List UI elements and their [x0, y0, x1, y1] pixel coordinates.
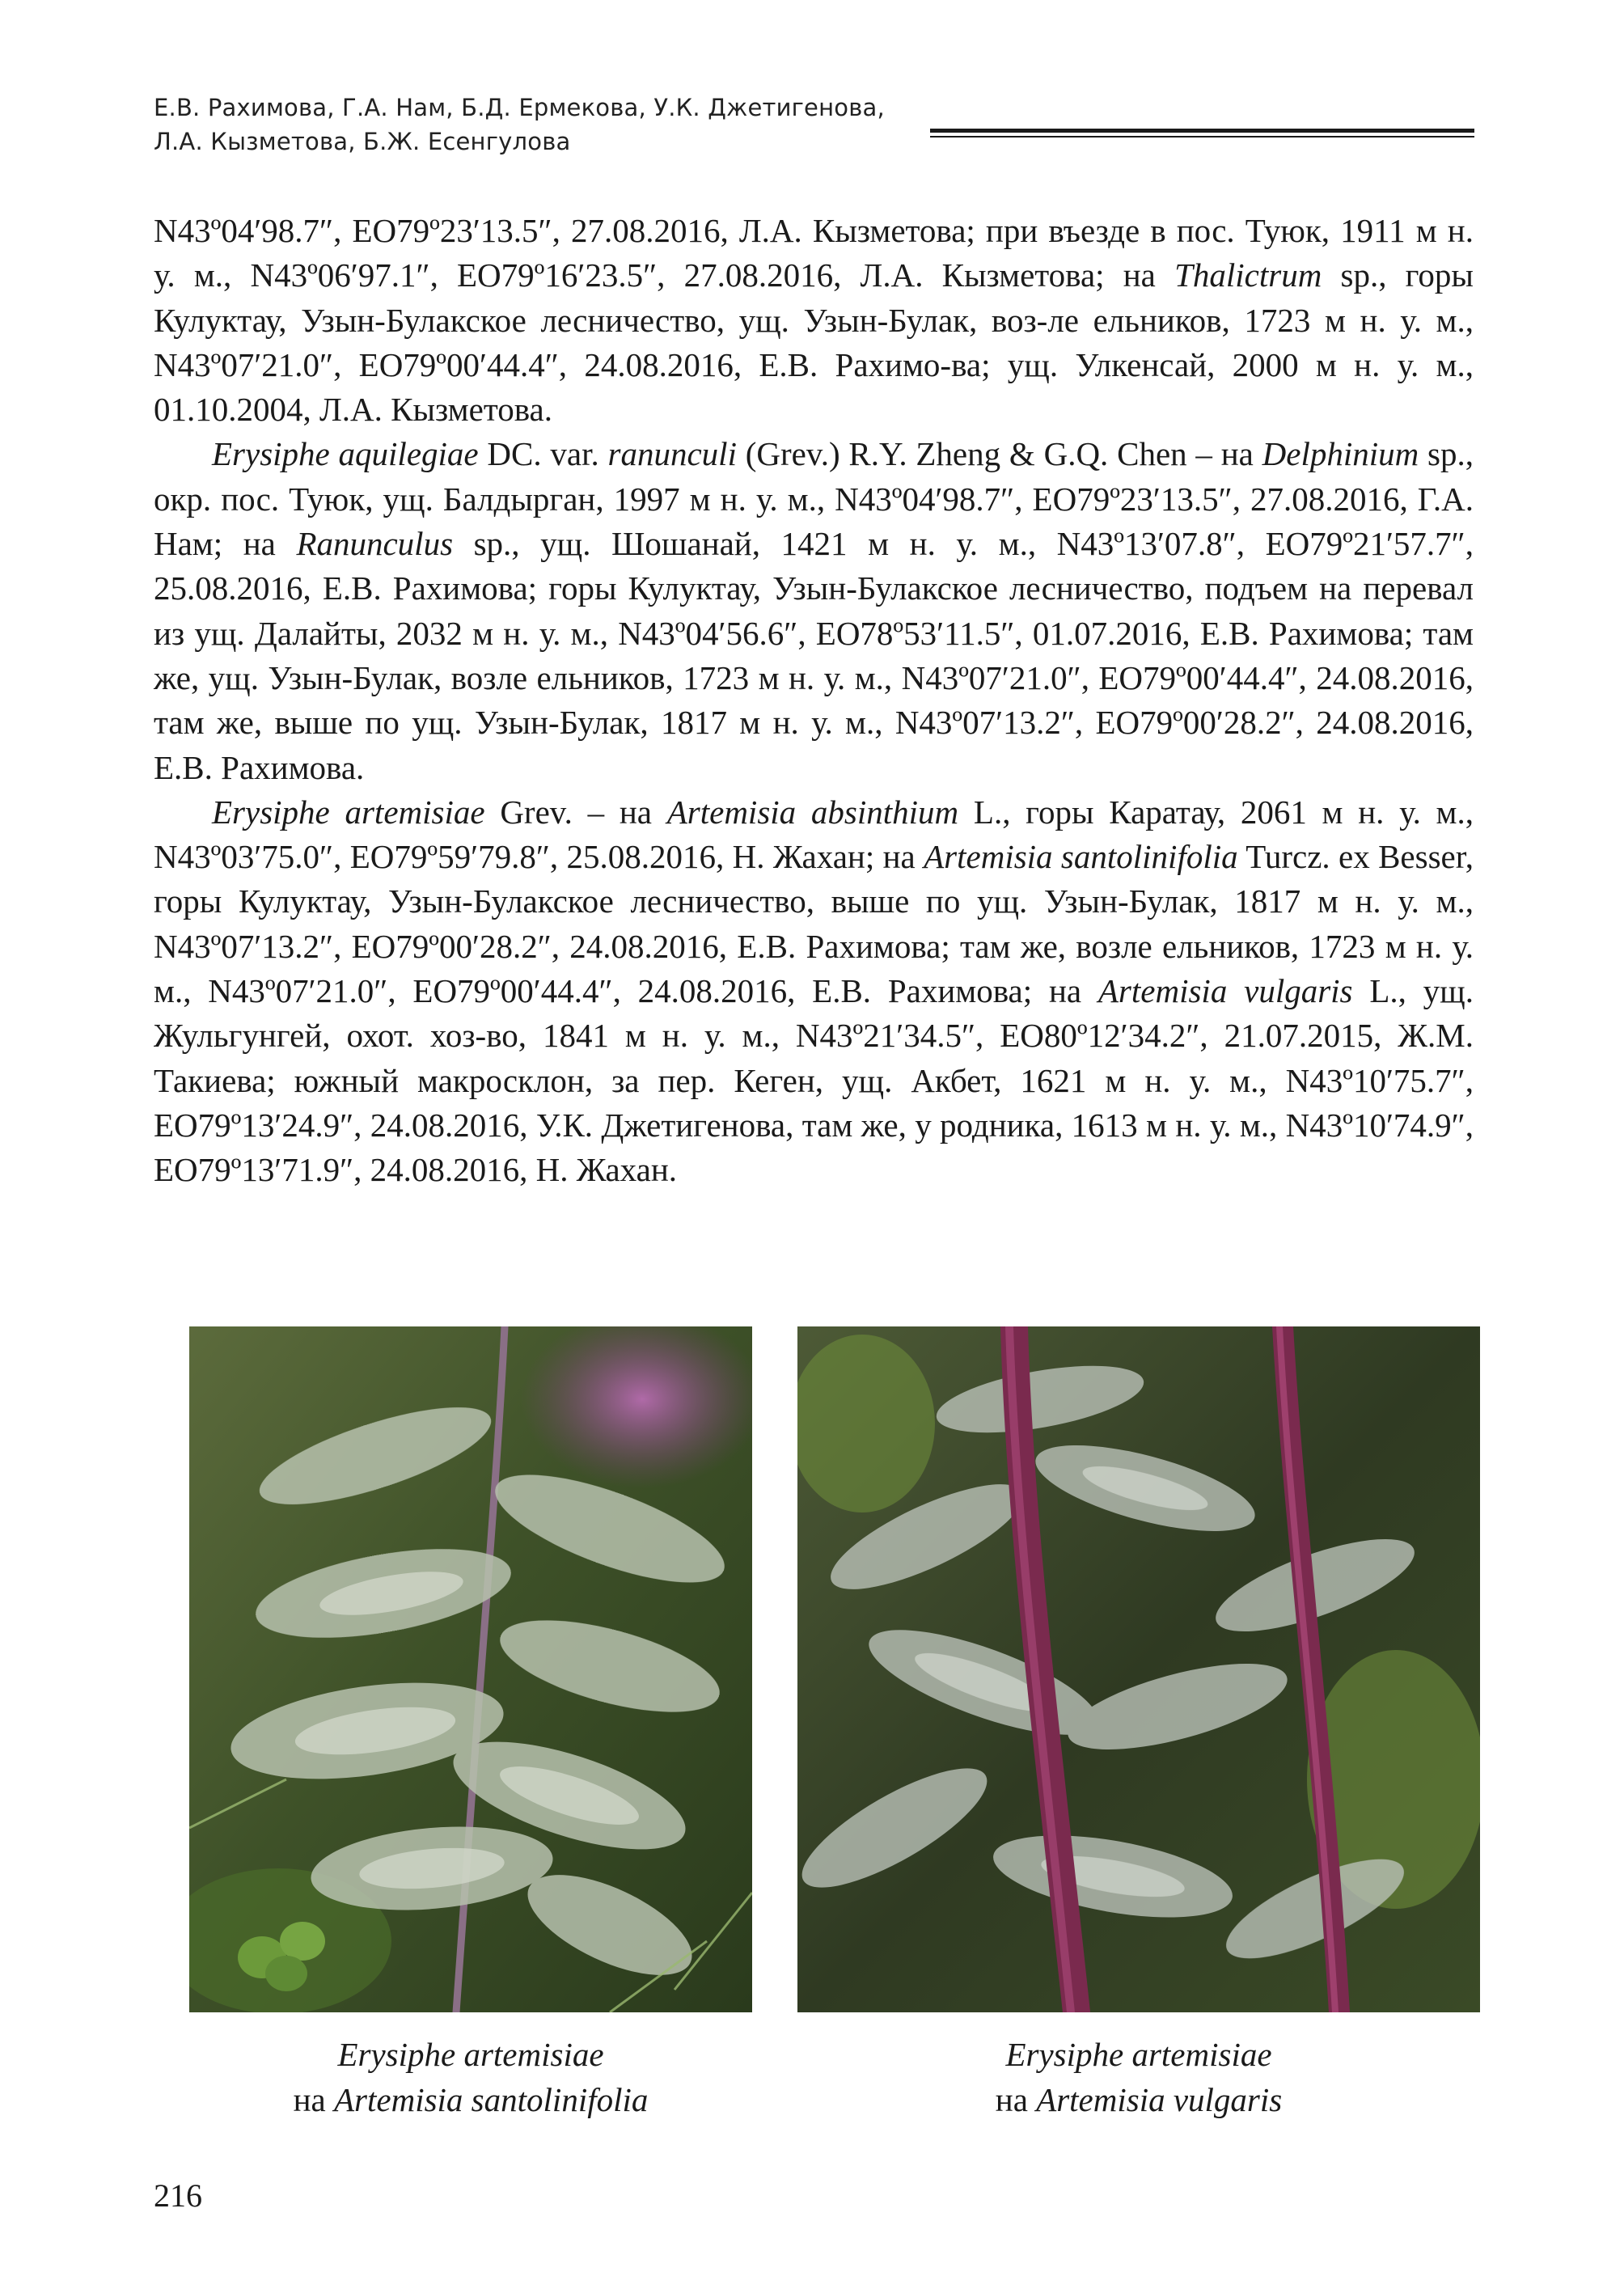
header-rule — [930, 129, 1474, 133]
text-run: L., ущ. Жульгунгей, охот. хоз-во, 1841 м н. у. м., N43º21′34.5″, EO80º12′34.2″, 21.07.2015, Ж.М. Такиева; южный макросклон, за пер. Кеген, ущ. Акбет, 1621 м н. у. м., N43º10′75.7″, EO79º13′24.9″, 24.08.2016, У.К. Джетигенова, там же, у родника, 1613 м н. у. м., N43º10′74.9″, EO79º13′71.9″, 24.08.2016, Н. Жахан. — [154, 972, 1474, 1189]
paragraph-2 — [154, 432, 1474, 789]
authors — [154, 91, 885, 159]
text-run: sp., окр. пос. Туюк, ущ. Балдырган, 1997 м н. у. м., N43º04′98.7″, EO79º23′13.5″, 27.08.2016, Г.А. Нам; на — [154, 435, 1474, 563]
text-run: sp., горы Кулуктау, Узын-Булакское лесничество, ущ. Узын-Булак, воз-ле ельников, 1723 м н. у. м., N43º07′21.0″, EO79º00′44.4″, 24.08.2016, Е.В. Рахимо-ва; ущ. Улкенсай, 2000 м н. у. м., 01.10.2004, Л.А. Кызметова. — [154, 256, 1474, 429]
authors-line-2: Л.А. Кызметова, Б.Ж. Есенгулова — [154, 128, 571, 155]
text-run: sp., ущ. Шошанай, 1421 м н. у. м., N43º13′07.8″, EO79º21′57.7″, 25.08.2016, Е.В. Рахимова; горы Кулуктау, Узын-Булакское лесничество, подъем на перевал из ущ. Далайты, 2032 м н. у. м., N43º04′56.6″, EO78º53′11.5″, 01.07.2016, Е.В. Рахимова; там же, ущ. Узын-Булак, возле ельников, 1723 м н. у. м., N43º07′21.0″, EO79º00′44.4″, 24.08.2016, там же, выше по ущ. Узын-Булак, 1817 м н. у. м., N43º07′13.2″, EO79º00′28.2″, 24.08.2016, Е.В. Рахимова. — [154, 525, 1474, 786]
figure-caption-2 — [797, 2032, 1480, 2122]
caption-1-prefix: на — [293, 2081, 334, 2118]
text-run: Grev. – на — [484, 793, 667, 831]
taxon-name: Erysiphe artemisiae — [212, 793, 485, 831]
caption-2-prefix: на — [995, 2081, 1037, 2118]
paragraph-3 — [154, 790, 1474, 1193]
running-header — [154, 91, 1472, 171]
figure-caption-1 — [189, 2032, 752, 2122]
header-rule-thin — [930, 136, 1474, 137]
taxon-name: Delphinium — [1262, 435, 1419, 473]
photo-artemisia-vulgaris — [797, 1326, 1480, 2012]
taxon-name: Artemisia absinthium — [666, 793, 959, 831]
caption-1-host: Artemisia santolinifolia — [334, 2081, 649, 2118]
text-run: N43º04′98.7″, EO79º23′13.5″, 27.08.2016, Л.А. Кызметова; при въезде в пос. Туюк, 1911 м н. у. м., N43º06′97.1″, EO79º16′23.5″, 27.08.2016, Л.А. Кызметова; на — [154, 212, 1474, 294]
page-number: 216 — [154, 2177, 202, 2214]
taxon-name: Artemisia santolinifolia — [924, 838, 1238, 876]
taxon-name: Erysiphe aquilegiae — [212, 435, 479, 473]
taxon-name: Artemisia vulgaris — [1097, 972, 1353, 1010]
caption-1-species: Erysiphe artemisiae — [337, 2036, 604, 2073]
taxon-name: ranunculi — [607, 435, 737, 473]
authors-line-1: Е.В. Рахимова, Г.А. Нам, Б.Д. Ермекова, У.К. Джетигенова, — [154, 94, 885, 121]
taxon-name: Ranunculus — [296, 525, 454, 563]
text-run: (Grev.) R.Y. Zheng & G.Q. Chen – на — [736, 435, 1262, 473]
figure-row — [189, 1326, 1483, 2135]
text-run: Turcz. ex Besser, горы Кулуктау, Узын-Булакское лесничество, выше по ущ. Узын-Булак, 1817 м н. у. м., N43º07′13.2″, EO79º00′28.2″, 24.08.2016, Е.В. Рахимова; там же, возле ельников, 1723 м н. у. м., N43º07′21.0″, EO79º00′44.4″, 24.08.2016, Е.В. Рахимова; на — [154, 838, 1474, 1010]
caption-2-host: Artemisia vulgaris — [1036, 2081, 1283, 2118]
article-body — [154, 209, 1474, 1193]
text-run: L., горы Каратау, 2061 м н. у. м., N43º03′75.0″, EO79º59′79.8″, 25.08.2016, Н. Жахан; на — [154, 793, 1474, 876]
text-run: DC. var. — [478, 435, 608, 473]
photo-artemisia-santolinifolia — [189, 1326, 752, 2012]
taxon-name: Thalictrum — [1174, 256, 1322, 294]
caption-2-species: Erysiphe artemisiae — [1005, 2036, 1272, 2073]
paragraph-1 — [154, 209, 1474, 432]
